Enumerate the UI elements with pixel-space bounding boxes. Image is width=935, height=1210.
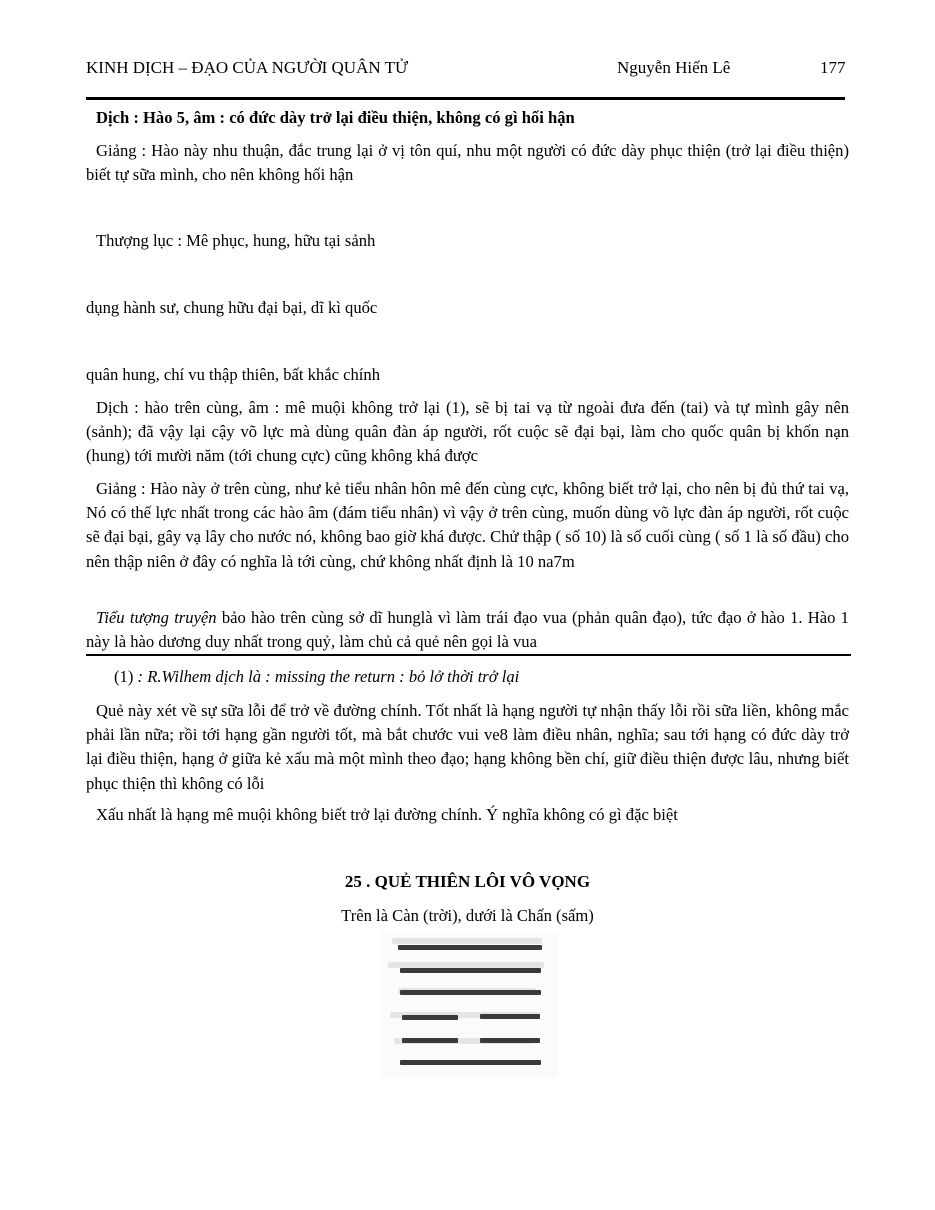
verse-line-3: quân hung, chí vu thập thiên, bất khắc chính <box>86 365 381 384</box>
hexagram-line-2-yang <box>400 968 541 973</box>
giang-hao5-paragraph: Giảng : Hào này nhu thuận, đắc trung lại ở vị tôn quí, nhu một người có đức dày phục thiện (trở lại điều thiện) biết tự sữa mình, cho nên không hối hận <box>86 141 849 185</box>
hexagram-ghost-mark <box>392 938 542 944</box>
tieu-tuong-title: Tiểu tượng truyện <box>96 608 217 627</box>
summary-paragraph-2: Xấu nhất là hạng mê muội không biết trở lại đường chính. Ý nghĩa không có gì đặc biệt <box>96 805 678 824</box>
hexagram-line-1-yang <box>398 945 542 950</box>
hexagram-line-4-yin-right <box>480 1014 540 1019</box>
giang-thuong-luc-paragraph: Giảng : Hào này ở trên cùng, như kẻ tiểu nhân hôn mê đến cùng cực, không biết trở lại, cho nên bị đủ thứ tai vạ, Nó có thế lực nhất trong các hào âm (đám tiểu nhân) vì vậy ở trên cùng, muốn dùng võ lực đàn áp người, rốt cuộc sẽ đại bại, gây vạ lây cho nước nó, không bao giờ khá được. Chử thập ( số 10) là số cuối cùng ( số 1 là số đầu) cho nên thập niên ở đây có nghĩa là tới cùng, chứ không nhất định là 10 na7m <box>86 479 849 571</box>
verse-line-1: Thượng lục : Mê phục, hung, hữu tại sảnh <box>96 231 376 250</box>
hexagram-figure <box>380 932 558 1078</box>
section-title: 25 . QUẺ THIÊN LÔI VÔ VỌNG <box>344 872 591 891</box>
dich-thuong-luc-paragraph: Dịch : hào trên cùng, âm : mê muội không trở lại (1), sẽ bị tai vạ từ ngoài đưa đến (tai) và tự mình gây nên (sảnh); đã vậy lại cậy võ lực mà dùng quân đàn áp người, rốt cuộc sẽ đại bại, làm cho quốc quân bị khốn nạn (hung) tới mười năm (tới chung cực) cũng không khá được <box>86 398 849 466</box>
hexagram-line-3-yang <box>400 990 541 995</box>
summary-paragraph-1: Quẻ này xét về sự sữa lỗi để trở về đường chính. Tốt nhất là hạng người tự nhận thấy lỗi rồi sữa liền, không mắc phải lần nữa; rồi tới hạng gần người tốt, mà bắt chước vui ve8 làm điều nhân, nghĩa; sau tới hạng có đức dày trở lại điều thiện, hạng ở giữa kẻ xấu mà một mình theo đạo; hạng không bền chí, giữ điều thiện được lâu, nhưng biết phục thiện thì không có lỗi <box>86 701 849 793</box>
hexagram-line-5-yin-left <box>402 1038 458 1043</box>
footnote-rule <box>86 654 851 656</box>
hexagram-line-6-yang <box>400 1060 541 1065</box>
footnote-text: : R.Wilhem dịch là : missing the return : bỏ lở thời trở lại <box>137 667 520 686</box>
hexagram-line-5-yin-right <box>480 1038 540 1043</box>
header-rule <box>86 97 845 100</box>
page-number: 177 <box>820 58 846 77</box>
author-name: Nguyễn Hiến Lê <box>617 58 731 77</box>
footnote-number: (1) <box>114 667 134 686</box>
verse-line-2: dụng hành sư, chung hữu đại bại, dĩ kì quốc <box>86 298 378 317</box>
tieu-tuong-text: bảo hào trên cùng sở dĩ hunglà vì làm trái đạo vua (phản quân đạo), tức đạo ở hào 1. Hào 1 này là hào dương duy nhất trong quỷ, làm chủ cả quẻ nên gọi là vua <box>86 608 849 652</box>
tieu-tuong-paragraph <box>86 606 849 654</box>
section-subtitle: Trên là Càn (trời), dưới là Chấn (sấm) <box>341 906 594 925</box>
footnote <box>114 665 519 689</box>
hexagram-line-4-yin-left <box>402 1015 458 1020</box>
dich-hao5-heading: Dịch : Hào 5, âm : có đức dày trở lại điều thiện, không có gì hối hận <box>96 108 575 127</box>
book-title: KINH DỊCH – ĐẠO CỦA NGƯỜI QUÂN TỬ <box>86 58 409 77</box>
